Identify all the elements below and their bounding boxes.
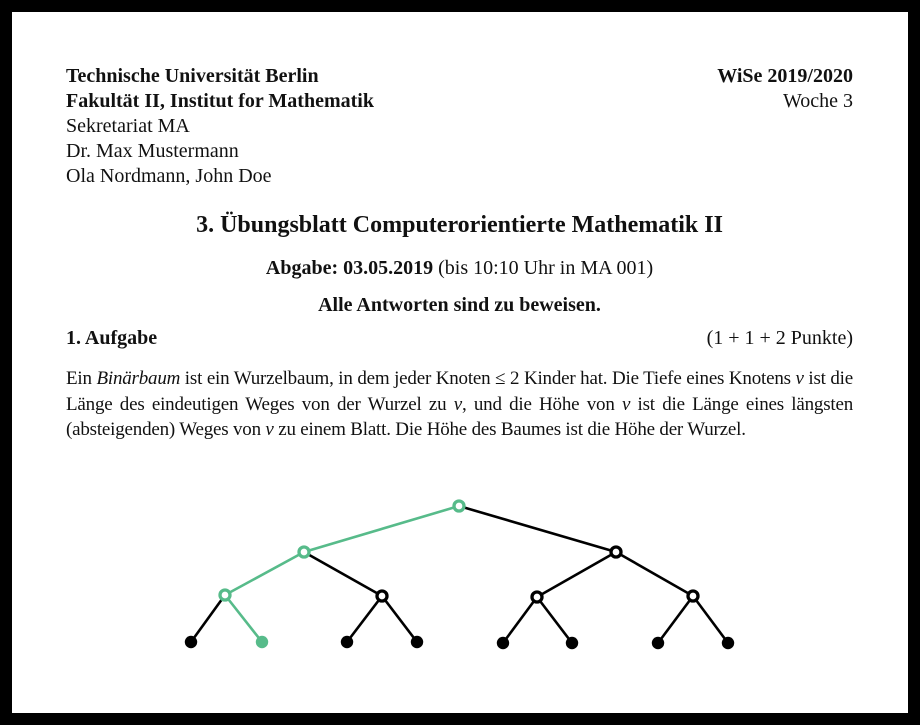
tree-node-leaf bbox=[497, 637, 509, 649]
math-italic-text: v bbox=[621, 393, 631, 415]
paragraph-text: Ein bbox=[66, 368, 97, 389]
tree-node-leaf bbox=[185, 636, 197, 648]
document-sheet bbox=[12, 12, 908, 713]
tree-edge bbox=[459, 506, 616, 552]
tree-edge bbox=[304, 552, 382, 596]
tree-edge bbox=[503, 597, 537, 643]
math-italic-text: v bbox=[795, 368, 804, 389]
university-name: Technische Universität Berlin bbox=[66, 65, 319, 87]
paragraph-text: , und die Höhe von bbox=[462, 393, 622, 415]
section-points: (1 + 1 + 2 Punkte) bbox=[706, 327, 853, 349]
due-details: (bis 10:10 Uhr in MA 001) bbox=[433, 257, 654, 279]
tree-edge bbox=[658, 596, 693, 643]
header-right bbox=[717, 64, 853, 114]
paragraph-text: ist die Länge des eindeutigen Weges von der Wurzel zu bbox=[66, 368, 853, 415]
tree-node-open bbox=[220, 590, 230, 600]
secretariat-line: Sekretariat MA bbox=[66, 115, 190, 137]
sheet-title: 3. Übungsblatt Computerorientierte Mathematik II bbox=[196, 212, 723, 238]
tree-edge bbox=[693, 596, 728, 643]
tree-node-leaf bbox=[652, 637, 664, 649]
tree-node-open bbox=[611, 547, 621, 557]
document-header bbox=[66, 64, 853, 189]
section-heading: 1. Aufgabe bbox=[66, 327, 158, 349]
paragraph-text: ist die Länge eines längsten (absteigenden) Weges von bbox=[66, 393, 854, 440]
tree-edge bbox=[537, 597, 572, 643]
tree-edge bbox=[225, 595, 262, 642]
document-content bbox=[12, 12, 908, 443]
tree-node-leaf bbox=[566, 637, 578, 649]
math-italic-text: v bbox=[453, 393, 462, 415]
faculty-name: Fakultät II, Institut for Mathematik bbox=[66, 90, 374, 112]
tree-node-open bbox=[299, 547, 309, 557]
semester-label: WiSe 2019/2020 bbox=[717, 65, 853, 87]
tree-edge bbox=[616, 552, 693, 596]
due-line bbox=[66, 255, 853, 281]
paragraph-text: ist ein Wurzelbaum, in dem jeder Knoten ≤ 2 Kinder hat. Die Tiefe eines Knotens bbox=[180, 368, 796, 389]
week-label: Woche 3 bbox=[782, 90, 853, 112]
exercise-paragraph bbox=[66, 366, 853, 443]
tree-node-open bbox=[377, 591, 387, 601]
math-italic-text: v bbox=[265, 419, 274, 440]
notice-line: Alle Antworten sind zu beweisen. bbox=[318, 294, 601, 316]
header-left bbox=[66, 64, 374, 189]
tree-node-leaf bbox=[341, 636, 353, 648]
section-row bbox=[66, 325, 853, 351]
due-date: Abgabe: 03.05.2019 bbox=[265, 257, 434, 279]
lecturer-line: Dr. Max Mustermann bbox=[66, 140, 239, 162]
tree-edge bbox=[191, 595, 225, 642]
tree-edge bbox=[382, 596, 417, 642]
tree-node-leaf bbox=[256, 636, 268, 648]
tree-edge bbox=[537, 552, 616, 597]
tree-node-open bbox=[532, 592, 542, 602]
tree-edge bbox=[347, 596, 382, 642]
tree-node-leaf bbox=[722, 637, 734, 649]
tree-node-leaf bbox=[411, 636, 423, 648]
math-italic-text: Binärbaum bbox=[96, 368, 181, 389]
tree-edge bbox=[225, 552, 304, 595]
paragraph-text: zu einem Blatt. Die Höhe des Baumes ist die Höhe der Wurzel. bbox=[273, 419, 746, 440]
tree-edge bbox=[304, 506, 459, 552]
tree-node-open bbox=[454, 501, 464, 511]
tree-node-open bbox=[688, 591, 698, 601]
assistants-line: Ola Nordmann, John Doe bbox=[66, 165, 272, 187]
